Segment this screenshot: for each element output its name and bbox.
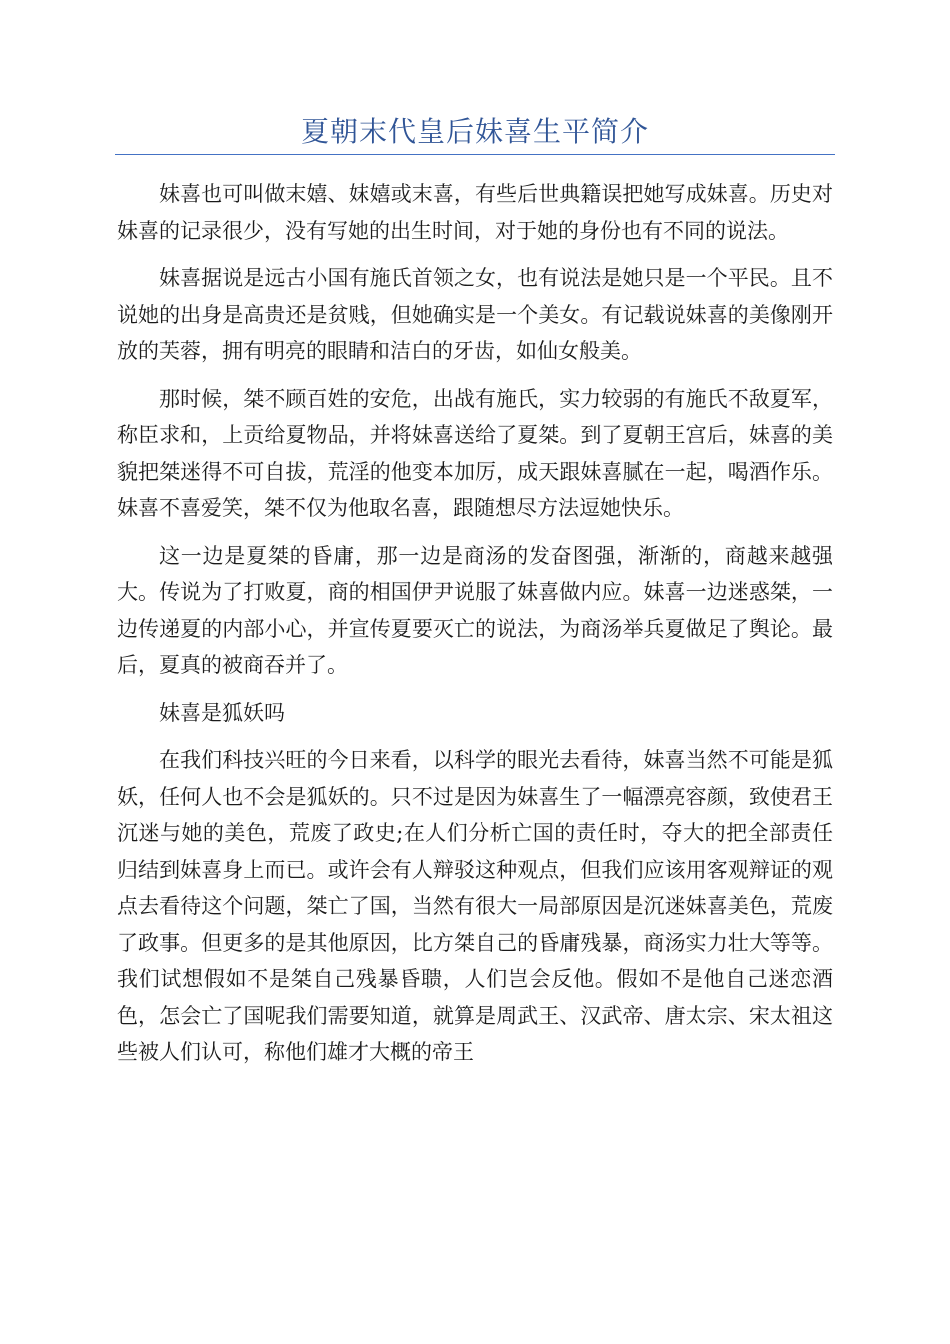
document-body [117, 176, 833, 1082]
document-title: 夏朝末代皇后妹喜生平简介 [300, 115, 649, 148]
title-underline [115, 154, 835, 155]
paragraph-1: 妹喜也可叫做末嬉、妺嬉或末喜，有些后世典籍误把她写成妹喜。历史对妹喜的记录很少，没有写她的出生时间，对于她的身份也有不同的说法。 [117, 182, 833, 243]
paragraph-5: 在我们科技兴旺的今日来看，以科学的眼光去看待，妹喜当然不可能是狐妖，任何人也不会是狐妖的。只不过是因为妹喜生了一幅漂亮容颜，致使君王沉迷与她的美色，荒废了政史;在人们分析亡国的责任时，夺大的把全部责任归结到妹喜身上而已。或许会有人辩驳这种观点，但我们应该用客观辩证的观点去看待这个问题，桀亡了国，当然有很大一局部原因是沉迷妹喜美色，荒废了政事。但更多的是其他原因，比方桀自己的昏庸残暴，商汤实力壮大等等。我们试想假如不是桀自己残暴昏聩，人们岂会反他。假如不是他自己迷恋酒色，怎会亡了国呢我们需要知道，就算是周武王、汉武帝、唐太宗、宋太祖这些被人们认可，称他们雄才大概的帝王 [117, 748, 833, 1064]
paragraph-2: 妹喜据说是远古小国有施氏首领之女，也有说法是她只是一个平民。且不说她的出身是高贵还是贫贱，但她确实是一个美女。有记载说妹喜的美像刚开放的芙蓉，拥有明亮的眼睛和洁白的牙齿，如仙女般美。 [117, 266, 833, 363]
paragraph-4: 这一边是夏桀的昏庸，那一边是商汤的发奋图强，渐渐的，商越来越强大。传说为了打败夏，商的相国伊尹说服了妹喜做内应。妹喜一边迷惑桀，一边传递夏的内部小心，并宣传夏要灭亡的说法，为商汤举兵夏做足了舆论。最后，夏真的被商吞并了。 [117, 543, 833, 677]
paragraph-3: 那时候，桀不顾百姓的安危，出战有施氏，实力较弱的有施氏不敌夏军，称臣求和，上贡给夏物品，并将妹喜送给了夏桀。到了夏朝王宫后，妹喜的美貌把桀迷得不可自拔，荒淫的他变本加厉，成天跟妹喜腻在一起，喝酒作乐。妹喜不喜爱笑，桀不仅为他取名喜，跟随想尽方法逗她快乐。 [117, 386, 833, 520]
section-heading: 妹喜是狐妖吗 [159, 700, 285, 725]
